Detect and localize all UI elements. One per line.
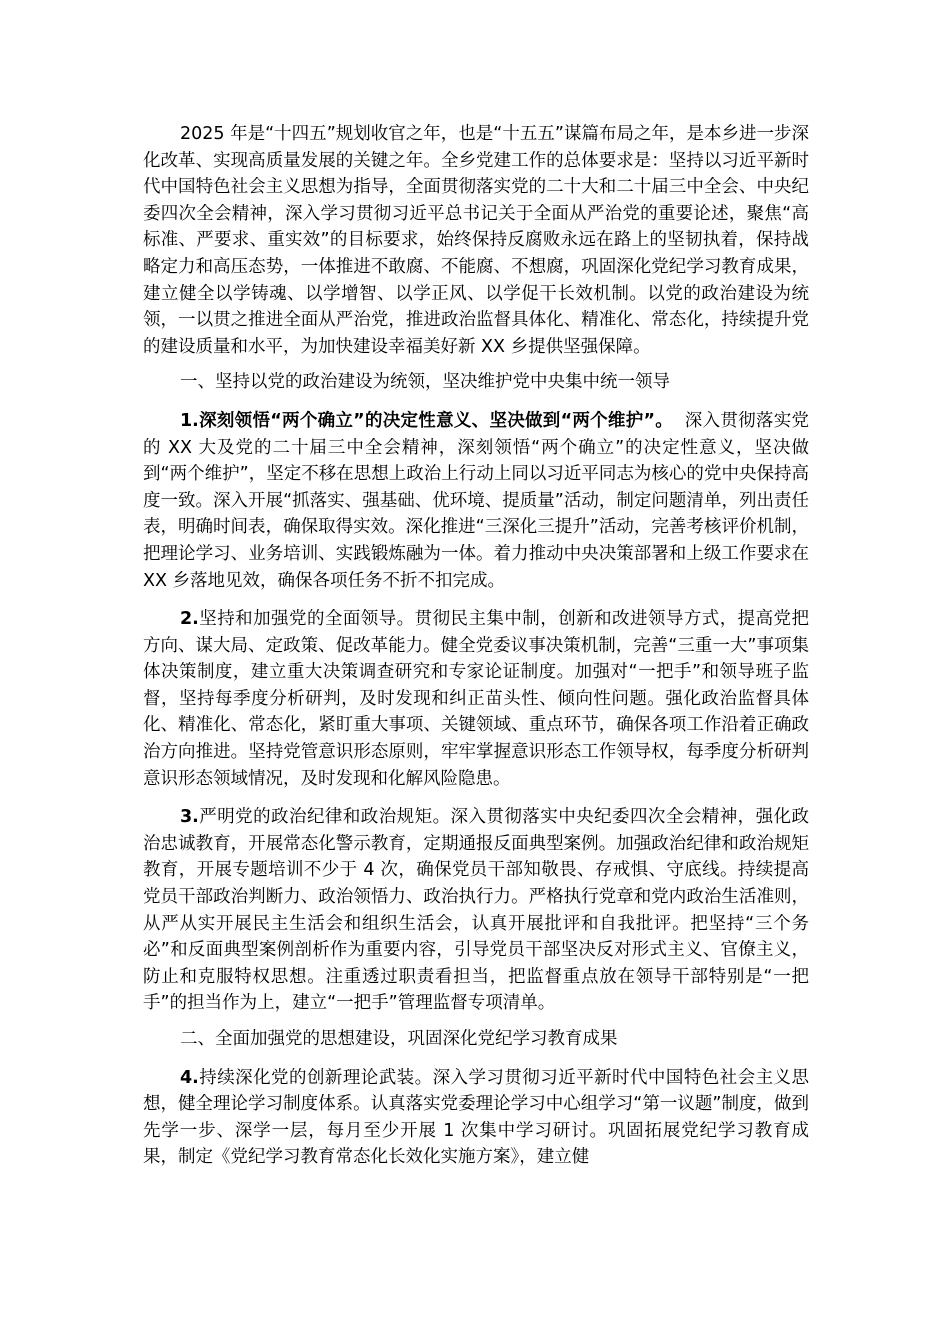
item-1-number: 1. xyxy=(180,410,199,431)
item-1-body: 深入贯彻落实党的 XX 大及党的二十届三中全会精神，深刻领悟“两个确立”的决定性意义，坚决做到“两个维护”，坚定不移在思想上政治上行动上同以习近平同志为核心的党中央保持高度一致。深入开展“抓落实、强基础、优环境、提质量”活动，制定问题清单，列出责任表，明确时间表，确保取得实效。深化推进“三深化三提升”活动，完善考核评价机制，把理论学习、业务培训、实践锻炼融为一体。着力推动中央决策部署和上级工作要求在 XX 乡落地见效，确保各项任务不折不扣完成。 xyxy=(143,410,809,591)
section-heading-2: 二、全面加强党的思想建设，巩固深化党纪学习教育成果 xyxy=(180,1029,618,1049)
item-3-number: 3. xyxy=(180,807,199,828)
item-4-body: 持续深化党的创新理论武装。深入学习贯彻习近平新时代中国特色社会主义思想，健全理论学习制度体系。认真落实党委理论学习中心组学习“第一议题”制度，做到先学一步、深学一层，每月至少开展 1 次集中学习研讨。巩固拓展党纪学习教育成果，制定《党纪学习教育常态化长效化实施方案》，建立健 xyxy=(143,1067,809,1168)
item-4-paragraph xyxy=(143,1065,809,1171)
item-2-number: 2. xyxy=(180,609,199,630)
item-1-paragraph xyxy=(143,408,809,594)
document-body xyxy=(143,121,809,1171)
item-3-body: 严明党的政治纪律和政治规矩。深入贯彻落实中央纪委四次全会精神，强化政治忠诚教育，开展常态化警示教育，定期通报反面典型案例。加强政治纪律和政治规矩教育，开展专题培训不少于 4 次，确保党员干部知敬畏、存戒惧、守底线。持续提高党员干部政治判断力、政治领悟力、政治执行力。严格执行党章和党内政治生活准则，从严从实开展民主生活会和组织生活会，认真开展批评和自我批评。把坚持“三个务必”和反面典型案例剖析作为重要内容，引导党员干部坚决反对形式主义、官僚主义，防止和克服特权思想。注重透过职责看担当，把监督重点放在领导干部特别是“一把手”的担当作为上，建立“一把手”管理监督专项清单。 xyxy=(143,807,809,1014)
intro-paragraph: 2025 年是“十四五”规划收官之年，也是“十五五”谋篇布局之年，是本乡进一步深化改革、实现高质量发展的关键之年。全乡党建工作的总体要求是：坚持以习近平新时代中国特色社会主义思想为指导，全面贯彻落实党的二十大和二十届三中全会、中央纪委四次全会精神，深入学习贯彻习近平总书记关于全面从严治党的重要论述，聚焦“高标准、严要求、重实效”的目标要求，始终保持反腐败永远在路上的坚韧执着，保持战略定力和高压态势，一体推进不敢腐、不能腐、不想腐，巩固深化党纪学习教育成果，建立健全以学铸魂、以学增智、以学正风、以学促干长效机制。以党的政治建设为统领，一以贯之推进全面从严治党，推进政治监督具体化、精准化、常态化，持续提升党的建设质量和水平，为加快建设幸福美好新 XX 乡提供坚强保障。 xyxy=(143,124,809,357)
section-heading-1: 一、坚持以党的政治建设为统领，坚决维护党中央集中统一领导 xyxy=(180,372,670,393)
item-4-number: 4. xyxy=(180,1067,199,1088)
item-2-paragraph xyxy=(143,606,809,792)
item-3-paragraph xyxy=(143,804,809,1017)
item-1-title: 深刻领悟“两个确立”的决定性意义、坚决做到“两个维护”。 xyxy=(198,410,674,431)
item-2-body: 坚持和加强党的全面领导。贯彻民主集中制，创新和改进领导方式，提高党把方向、谋大局、定政策、促改革能力。健全党委议事决策机制，完善“三重一大”事项集体决策制度，建立重大决策调查研究和专家论证制度。加强对“一把手”和领导班子监督，坚持每季度分析研判，及时发现和纠正苗头性、倾向性问题。强化政治监督具体化、精准化、常态化，紧盯重大事项、关键领域、重点环节，确保各项工作沿着正确政治方向推进。坚持党管意识形态原则，牢牢掌握意识形态工作领导权，每季度分析研判意识形态领域情况，及时发现和化解风险隐患。 xyxy=(143,609,809,789)
